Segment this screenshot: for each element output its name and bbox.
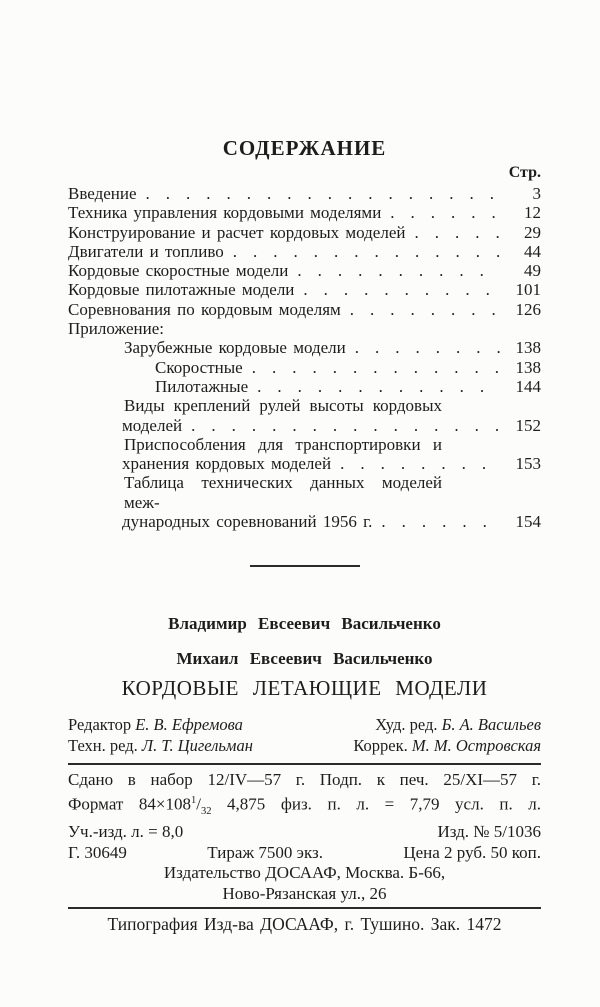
toc-row (68, 203, 541, 222)
dot-leader (233, 242, 501, 261)
dot-leader (355, 338, 501, 357)
toc-row (124, 338, 541, 357)
tech-editor-credit (68, 736, 253, 757)
toc-entry-page: 152 (515, 415, 541, 435)
toc-row (68, 242, 541, 261)
toc-row (68, 261, 541, 280)
dot-leader (350, 300, 501, 319)
editor-name: Е. В. Ефремова (135, 715, 243, 735)
book-title: КОРДОВЫЕ ЛЕТАЮЩИЕ МОДЕЛИ (121, 676, 488, 701)
dot-leader (340, 454, 501, 473)
proofreader-credit (353, 736, 541, 757)
printing-house-line: Типография Изд-ва ДОСААФ, г. Тушино. Зак. 1472 (107, 914, 502, 935)
tech-editor-label: Техн. ред. (68, 735, 138, 755)
imprint-top-rule (68, 763, 541, 765)
dot-leader (414, 223, 501, 242)
dot-leader (390, 203, 501, 222)
editor-label: Редактор (68, 715, 132, 735)
toc-entry-title: Скоростные (155, 357, 243, 377)
toc-row (68, 184, 541, 203)
editors-block (68, 715, 541, 756)
author-name-1: Владимир Евсеевич Васильченко (168, 614, 441, 634)
art-editor-label: Худ. ред. (375, 715, 438, 735)
format-text: Формат 84×108 (68, 794, 191, 814)
toc-entry-page: 29 (524, 222, 541, 242)
tech-editor-name: Л. Т. Цигельман (141, 735, 253, 755)
toc-entry-page: 12 (524, 203, 541, 223)
toc-row (68, 223, 541, 242)
toc-entry-wrap-line: Приспособления для транспортировки и (124, 434, 442, 454)
toc-entry-page: 154 (515, 512, 541, 532)
editor-credit (68, 715, 243, 736)
author-name-2: Михаил Евсеевич Васильченко (176, 649, 433, 669)
dot-leader (146, 184, 501, 203)
publisher-address-line: Ново-Рязанская ул., 26 (222, 883, 387, 903)
proofreader-label: Коррек. (353, 735, 408, 755)
imprint-format-line (68, 791, 541, 823)
proofreader-name: М. М. Островская (411, 735, 541, 755)
dot-leader (257, 377, 501, 396)
toc-row (155, 377, 541, 396)
format-fraction-slash: / (196, 794, 201, 814)
toc-title: СОДЕРЖАНИЕ (222, 136, 387, 160)
dot-leader (191, 416, 501, 435)
toc-row (68, 300, 541, 319)
format-fraction-denominator: 32 (200, 805, 212, 817)
format-text-rest: 4,875 физ. п. л. = 7,79 усл. п. л. (211, 794, 542, 814)
toc-entry-page: 44 (524, 241, 541, 261)
imprint-bottom-rule (68, 907, 541, 909)
toc-entry-title: Конструирование и расчет кордовых моделей (68, 222, 406, 242)
order-code: Г. 30649 (68, 842, 127, 862)
dot-leader (381, 512, 501, 531)
print-run: Тираж 7500 экз. (207, 842, 323, 862)
toc-entry-title: дународных соревнований 1956 г. (122, 512, 373, 532)
price: Цена 2 руб. 50 коп. (403, 842, 541, 862)
page-content (68, 136, 541, 935)
imprint-dates-line: Сдано в набор 12/IV—57 г. Подп. к печ. 25/XI—57 г. (68, 770, 541, 790)
toc-entry-page: 49 (524, 261, 541, 281)
toc-entry-title: Техника управления кордовыми моделями (68, 203, 382, 223)
dot-leader (252, 358, 501, 377)
edition-number: Изд. № 5/1036 (437, 822, 541, 842)
toc-row (122, 454, 541, 473)
toc-entry-title: Соревнования по кордовым моделям (68, 299, 341, 319)
table-of-contents (68, 184, 541, 531)
imprint-block (68, 770, 541, 904)
editors-line (68, 736, 541, 757)
dot-leader (297, 261, 501, 280)
toc-entry-wrap-line: Виды креплений рулей высоты кордовых (124, 396, 442, 416)
toc-row (122, 416, 541, 435)
toc-entry-title: хранения кордовых моделей (122, 454, 332, 474)
toc-row (68, 280, 541, 299)
section-divider-rule (250, 565, 360, 567)
toc-entry-title: Зарубежные кордовые модели (124, 338, 346, 358)
art-editor-credit (375, 715, 541, 736)
toc-section-heading: Приложение: (68, 319, 164, 339)
editors-line (68, 715, 541, 736)
imprint-print-run-line (68, 843, 541, 864)
toc-entry-page: 126 (515, 299, 541, 319)
publisher-line: Издательство ДОСААФ, Москва. Б-66, (163, 863, 446, 883)
toc-entry-title: Введение (68, 184, 137, 203)
toc-row (155, 358, 541, 377)
toc-entry-title: Кордовые пилотажные модели (68, 280, 295, 300)
toc-entry-wrap-line: Таблица технических данных моделей меж- (124, 473, 442, 512)
format-fraction-numerator: 1 (190, 794, 197, 806)
toc-entry-title: Кордовые скоростные модели (68, 261, 289, 281)
toc-entry-title: Двигатели и топливо (68, 241, 224, 261)
toc-entry-page: 3 (532, 184, 541, 203)
page-column-header: Стр. (508, 164, 541, 181)
toc-row (122, 512, 541, 531)
dot-leader (303, 280, 501, 299)
toc-row (68, 319, 541, 338)
uchizd-value: Уч.-изд. л. = 8,0 (68, 822, 184, 842)
imprint-edition-line (68, 822, 541, 843)
toc-entry-title: Пилотажные (155, 376, 249, 396)
toc-entry-title: моделей (122, 415, 183, 435)
toc-entry-page: 101 (515, 280, 541, 300)
toc-entry-page: 144 (515, 376, 541, 396)
art-editor-name: Б. А. Васильев (441, 715, 541, 735)
toc-entry-page: 138 (515, 338, 541, 358)
toc-entry-page: 138 (515, 357, 541, 377)
toc-entry-page: 153 (515, 454, 541, 474)
